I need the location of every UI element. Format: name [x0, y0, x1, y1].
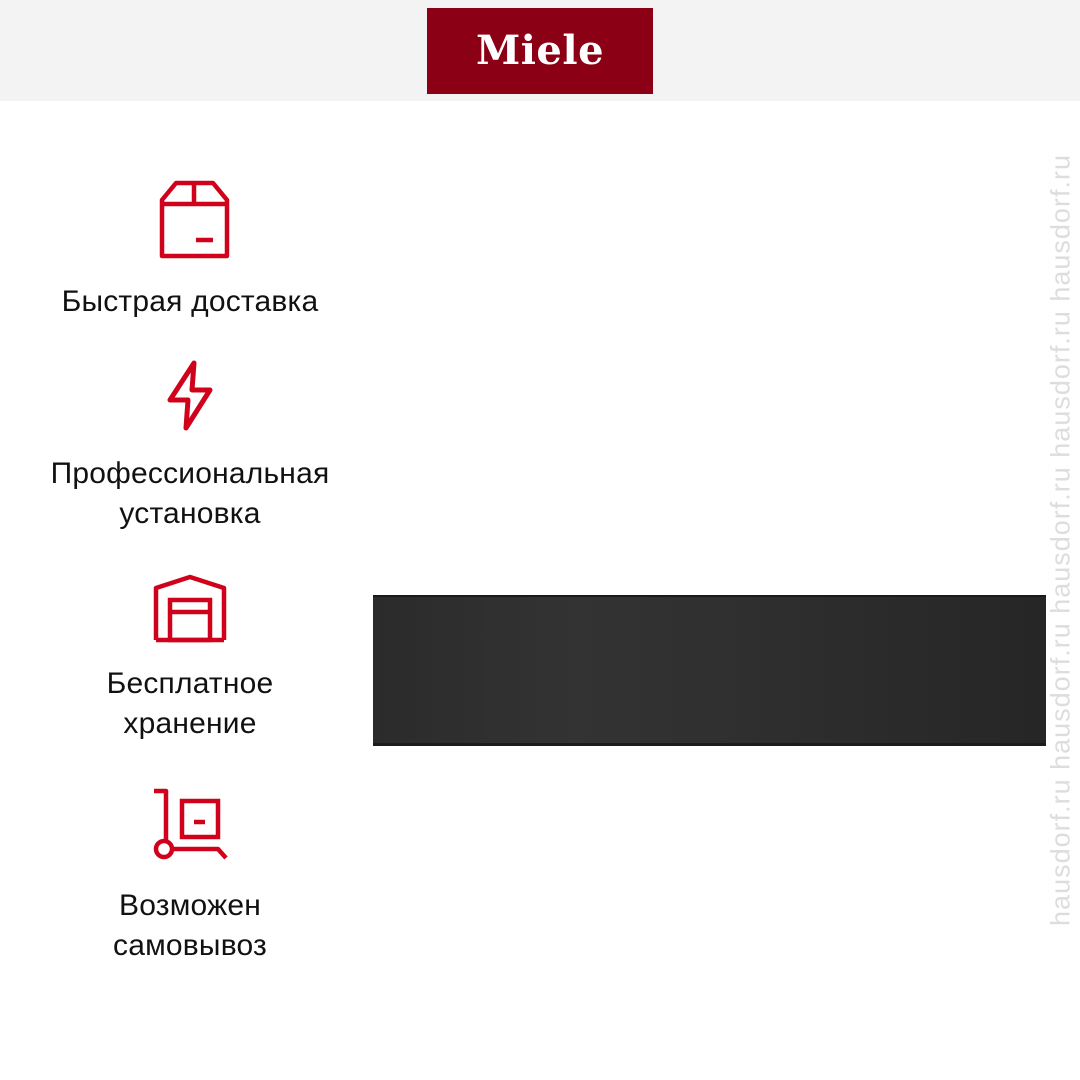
feature-label-line1: Возможен [118, 889, 261, 922]
lightning-icon [160, 360, 220, 432]
product-image [373, 595, 1046, 746]
feature-label-line1: Профессиональная [50, 457, 330, 490]
feature-label-line2: хранение [123, 707, 257, 740]
brand-logo-text: Miele [475, 27, 605, 74]
watermark-text: hausdorf.ru hausdorf.ru hausdorf.ru hausdorf.ru hausdorf.ru [1045, 154, 1076, 926]
feature-label-line2: установка [119, 497, 261, 530]
feature-free-storage [20, 574, 360, 744]
feature-label-line1: Быстрая доставка [61, 285, 319, 318]
watermark [1042, 0, 1080, 1080]
warehouse-icon [152, 574, 228, 644]
hand-truck-icon [150, 788, 230, 864]
feature-label-line2: самовывоз [113, 929, 267, 962]
box-icon [150, 180, 230, 260]
brand-logo [427, 8, 653, 94]
feature-label-line1: Бесплатное [106, 667, 274, 700]
feature-installation [20, 360, 360, 534]
feature-self-pickup [20, 788, 360, 966]
feature-fast-delivery [20, 180, 360, 322]
